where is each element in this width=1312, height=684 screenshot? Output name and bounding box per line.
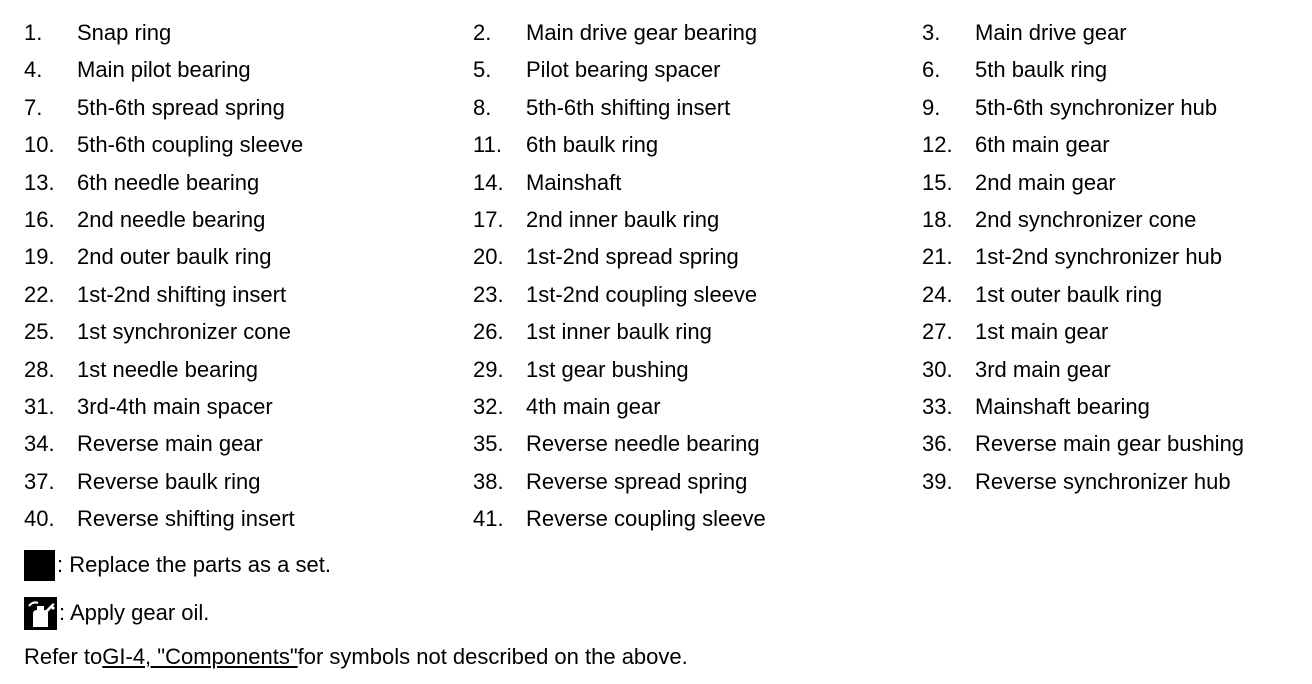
part-number: 24. <box>922 281 953 307</box>
part-item <box>24 313 473 350</box>
part-item <box>473 351 922 388</box>
part-name: Reverse needle bearing <box>526 431 760 457</box>
reference-suffix: for symbols not described on the above. <box>297 644 688 669</box>
parts-row <box>24 201 1304 238</box>
part-name: Reverse main gear bushing <box>975 431 1245 457</box>
part-number: 2. <box>473 20 492 45</box>
legend-replace-set <box>24 548 331 582</box>
part-item <box>473 425 922 462</box>
part-item <box>24 238 473 275</box>
part-name: 1st-2nd spread spring <box>526 244 739 270</box>
part-number: 33. <box>922 393 953 419</box>
part-number: 37. <box>24 468 55 494</box>
part-number: 28. <box>24 356 55 382</box>
part-number: 14. <box>473 169 504 195</box>
part-name: 2nd inner baulk ring <box>526 206 720 232</box>
part-name: Main pilot bearing <box>77 57 251 83</box>
part-item <box>922 126 1302 163</box>
parts-row <box>24 313 1304 350</box>
part-item <box>24 425 473 462</box>
part-item <box>922 14 1302 51</box>
part-name: 1st-2nd shifting insert <box>77 281 287 307</box>
parts-row <box>24 238 1304 275</box>
parts-row <box>24 276 1304 313</box>
part-number: 25. <box>24 319 55 345</box>
part-name: 5th-6th shifting insert <box>526 94 731 120</box>
part-name: 2nd outer baulk ring <box>77 244 272 270</box>
part-number: 4. <box>24 57 43 83</box>
part-name: 2nd synchronizer cone <box>975 206 1197 232</box>
parts-row <box>24 89 1304 126</box>
part-number: 32. <box>473 393 504 419</box>
part-number: 16. <box>24 206 55 232</box>
part-item <box>24 276 473 313</box>
part-item <box>922 89 1302 126</box>
parts-row <box>24 126 1304 163</box>
part-item <box>473 89 922 126</box>
filled-square-icon <box>24 550 55 581</box>
part-name: 4th main gear <box>526 393 661 419</box>
part-number: 8. <box>473 94 492 120</box>
parts-row <box>24 14 1304 51</box>
part-name: Reverse main gear <box>77 431 263 457</box>
part-item <box>473 463 922 500</box>
part-name: 1st outer baulk ring <box>975 281 1163 307</box>
part-name: Mainshaft <box>526 169 622 195</box>
part-item <box>24 463 473 500</box>
part-number: 12. <box>922 132 953 158</box>
part-number: 30. <box>922 356 953 382</box>
part-number: 34. <box>24 431 55 457</box>
part-name: 1st synchronizer cone <box>77 319 291 345</box>
part-number: 5. <box>473 57 492 83</box>
reference-note <box>24 641 688 673</box>
part-number: 13. <box>24 169 55 195</box>
part-number: 41. <box>473 506 504 532</box>
part-name: Reverse synchronizer hub <box>975 468 1231 494</box>
parts-row <box>24 500 1304 537</box>
part-name: Reverse shifting insert <box>77 506 295 532</box>
part-number: 11. <box>473 132 502 158</box>
part-item <box>24 201 473 238</box>
part-name: 1st needle bearing <box>77 356 259 382</box>
part-number: 23. <box>473 281 504 307</box>
part-item <box>473 388 922 425</box>
part-name: 2nd main gear <box>975 169 1116 195</box>
part-name: 3rd-4th main spacer <box>77 393 273 419</box>
parts-row <box>24 351 1304 388</box>
part-name: Reverse baulk ring <box>77 468 261 494</box>
part-name: 5th baulk ring <box>975 57 1108 83</box>
part-item <box>24 14 473 51</box>
part-name: Pilot bearing spacer <box>526 57 721 83</box>
part-item <box>24 351 473 388</box>
part-number: 26. <box>473 319 504 345</box>
legend-apply-oil-text: : Apply gear oil. <box>59 600 210 625</box>
part-item <box>473 500 922 537</box>
part-item <box>922 351 1302 388</box>
part-name: Reverse spread spring <box>526 468 748 494</box>
part-name: 6th baulk ring <box>526 132 659 158</box>
parts-row <box>24 164 1304 201</box>
part-number: 18. <box>922 206 953 232</box>
part-name: 5th-6th synchronizer hub <box>975 94 1218 120</box>
part-name: Reverse coupling sleeve <box>526 506 766 532</box>
part-number: 40. <box>24 506 55 532</box>
part-item <box>473 201 922 238</box>
parts-list <box>24 14 1304 537</box>
part-item <box>473 276 922 313</box>
part-item <box>922 51 1302 88</box>
part-item <box>473 51 922 88</box>
part-item <box>473 313 922 350</box>
legend-apply-oil <box>24 596 209 630</box>
part-number: 20. <box>473 244 504 270</box>
part-item <box>473 126 922 163</box>
part-item <box>922 201 1302 238</box>
part-item <box>922 463 1302 500</box>
part-number: 7. <box>24 94 43 120</box>
part-number: 19. <box>24 244 55 270</box>
part-item <box>922 313 1302 350</box>
part-name: Main drive gear <box>975 20 1127 45</box>
part-name: 1st gear bushing <box>526 356 689 382</box>
part-name: 6th needle bearing <box>77 169 260 195</box>
part-name: 6th main gear <box>975 132 1110 158</box>
part-item <box>922 425 1302 462</box>
part-item <box>24 164 473 201</box>
part-item <box>473 164 922 201</box>
part-name: 1st-2nd synchronizer hub <box>975 244 1223 270</box>
part-number: 17. <box>473 206 504 232</box>
part-number: 35. <box>473 431 504 457</box>
part-number: 15. <box>922 169 953 195</box>
part-number: 36. <box>922 431 953 457</box>
parts-row <box>24 425 1304 462</box>
part-number: 27. <box>922 319 953 345</box>
part-item <box>473 238 922 275</box>
part-number: 39. <box>922 468 953 494</box>
part-item <box>24 126 473 163</box>
part-name: Mainshaft bearing <box>975 393 1150 419</box>
part-name: 1st inner baulk ring <box>526 319 712 345</box>
parts-row <box>24 388 1304 425</box>
part-item <box>922 164 1302 201</box>
part-item <box>24 51 473 88</box>
part-number: 22. <box>24 281 55 307</box>
part-name: 3rd main gear <box>975 356 1111 382</box>
part-name: 5th-6th coupling sleeve <box>77 132 304 158</box>
reference-prefix: Refer to <box>24 644 103 669</box>
part-name: 1st main gear <box>975 319 1109 345</box>
part-number: 9. <box>922 94 941 120</box>
part-number: 29. <box>473 356 504 382</box>
part-item <box>473 14 922 51</box>
part-item <box>922 388 1302 425</box>
part-number: 10. <box>24 132 55 158</box>
part-item <box>24 500 473 537</box>
part-item <box>24 388 473 425</box>
part-item <box>922 238 1302 275</box>
part-name: 2nd needle bearing <box>77 206 266 232</box>
part-item <box>24 89 473 126</box>
part-name: 5th-6th spread spring <box>77 94 285 120</box>
part-name: Snap ring <box>77 20 172 45</box>
part-number: 21. <box>922 244 953 270</box>
part-name: Main drive gear bearing <box>526 20 758 45</box>
parts-row <box>24 51 1304 88</box>
part-number: 38. <box>473 468 504 494</box>
part-name: 1st-2nd coupling sleeve <box>526 281 758 307</box>
part-number: 1. <box>24 20 43 45</box>
oil-can-icon <box>24 597 57 630</box>
components-link[interactable]: GI-4, "Components" <box>102 644 298 669</box>
part-item <box>922 276 1302 313</box>
legend-replace-set-text: : Replace the parts as a set. <box>57 552 331 577</box>
part-number: 31. <box>24 393 55 419</box>
part-number: 3. <box>922 20 941 45</box>
part-number: 6. <box>922 57 941 83</box>
parts-row <box>24 463 1304 500</box>
